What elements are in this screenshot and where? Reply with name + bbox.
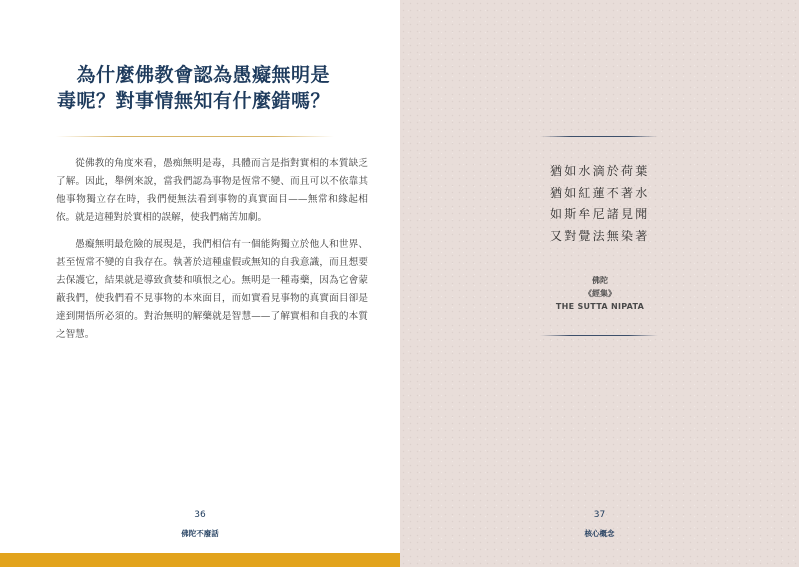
quote-attribution (500, 274, 700, 313)
body-paragraph-2: 愚癡無明最危險的展現是，我們相信有一個能夠獨立於他人和世界、甚至恆常不變的自我存在。執著於這種虛假或無知的自我意識，而且想要去保護它，結果就是導致貪婪和嗔恨之心。無明是一種毒藥，因為它會蒙蔽我們，使我們看不見事物的本來面目，而如實看見事物的真實面目卻是達到開悟所必須的。對治無明的解藥就是智慧——了解實相和自我的本質之智慧。 (56, 239, 368, 340)
attribution-work-en: THE SUTTA NIPATA (555, 302, 645, 311)
gold-footer-bar (0, 553, 400, 567)
page-title (20, 62, 330, 114)
verse-line-1: 猶如水滴於荷葉 (550, 164, 650, 178)
title-divider (56, 136, 334, 137)
running-footer-left: 佛陀不廢話 (181, 529, 219, 538)
verse-quote (550, 161, 660, 247)
page-title-line-1: 為什麼佛教會認為愚癡無明是 (76, 64, 330, 86)
verse-line-4: 又對覺法無染著 (550, 228, 650, 243)
running-footer-right: 核心概念 (584, 529, 615, 538)
page-number-left: 36 (194, 510, 206, 520)
verse-line-3: 如斯牟尼諸見聞 (550, 207, 650, 221)
quote-divider-top (540, 136, 658, 137)
quote-divider-bottom (540, 335, 658, 336)
right-page (400, 0, 799, 567)
body-text (56, 155, 368, 353)
attribution-author: 佛陀 (592, 276, 608, 285)
attribution-work-zh: 《經集》 (584, 289, 616, 298)
page-number-right: 37 (593, 510, 606, 520)
body-paragraph-1: 從佛教的角度來看，愚痴無明是毒，具體而言是指對實相的本質缺乏了解。因此，舉例來說，當我們認為事物是恆常不變、而且可以不依靠其他事物獨立存在時，我們便無法看到事物的真實面目——無常和緣起相依。就是這種對於實相的誤解，使我們痛苦加劇。 (56, 158, 368, 223)
verse-line-2: 猶如紅蓮不著水 (550, 185, 650, 200)
page-title-line-2: 毒呢？對事情無知有什麼錯嗎？ (56, 90, 330, 112)
